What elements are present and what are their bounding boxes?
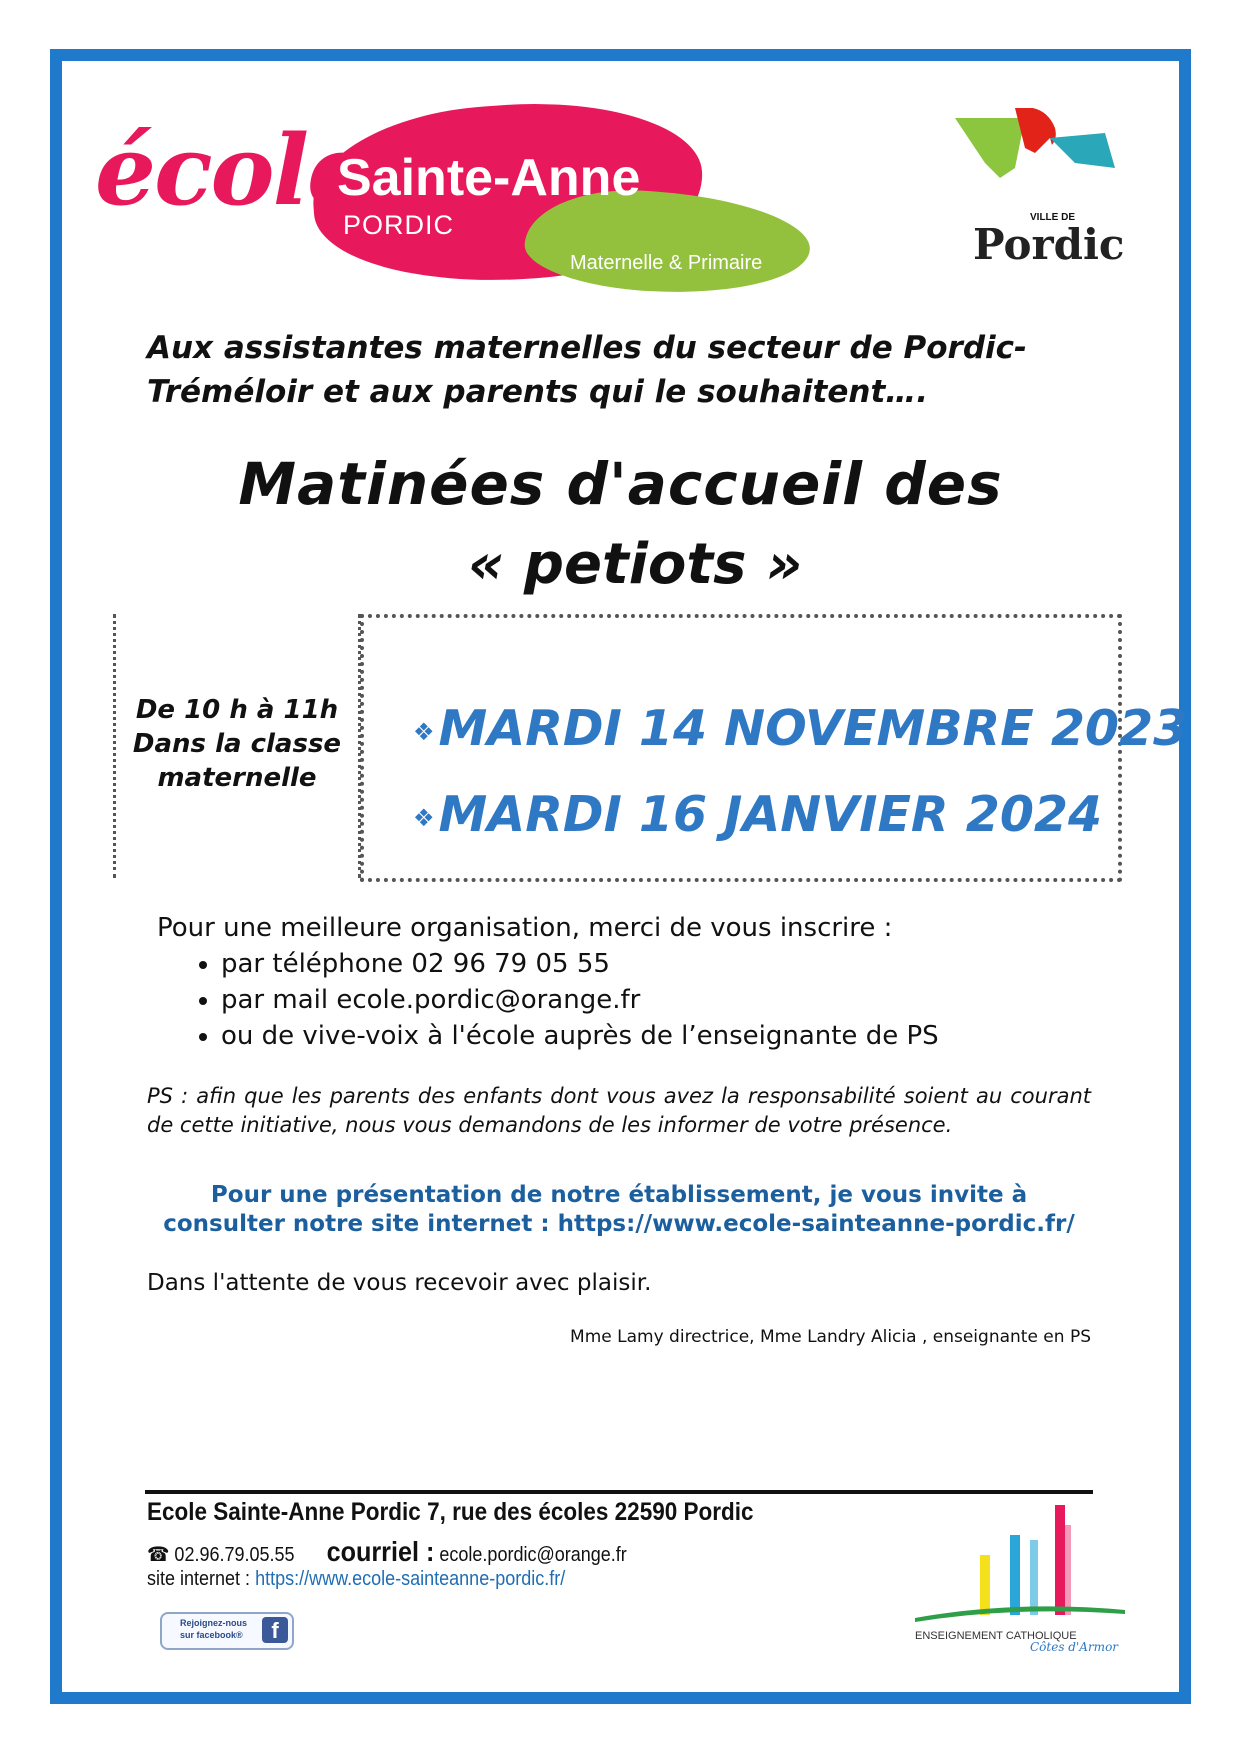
footer-mail-label: courriel : bbox=[326, 1536, 435, 1567]
logo-ecole-text: école bbox=[95, 114, 367, 227]
facebook-line1: Rejoignez-nous bbox=[180, 1618, 247, 1628]
ec-logo-text: ENSEIGNEMENT CATHOLIQUE bbox=[915, 1630, 1077, 1642]
title-line2: « petiots » bbox=[468, 532, 803, 597]
registration-item: • par mail ecole.pordic@orange.fr bbox=[221, 982, 939, 1018]
footer-divider bbox=[145, 1490, 1093, 1494]
date-text: MARDI 16 JANVIER 2024 bbox=[438, 786, 1103, 843]
town-logo-small: VILLE DE bbox=[1030, 212, 1076, 223]
footer-contact bbox=[147, 1536, 627, 1568]
town-logo-name: Pordic bbox=[973, 220, 1125, 269]
logo-town-text: PORDIC bbox=[343, 210, 455, 240]
presentation-text: Pour une présentation de notre établissement, je vous invite à consulter notre site internet : https://www.ecole-sainteanne-pordic.fr/ bbox=[163, 1182, 1075, 1237]
ps-note: PS : afin que les parents des enfants dont vous avez la responsabilité soient au courant de cette initiative, nous vous demandons de les informer de votre présence. bbox=[147, 1084, 1091, 1137]
signature: Mme Lamy directrice, Mme Landry Alicia , enseignante en PS bbox=[570, 1327, 1091, 1347]
footer-site bbox=[147, 1568, 565, 1591]
schedule-time-place bbox=[117, 693, 357, 795]
title-line1: Matinées d'accueil des bbox=[238, 450, 1003, 518]
footer-phone: 02.96.79.05.55 bbox=[174, 1544, 295, 1566]
ec-bars-icon bbox=[905, 1500, 1145, 1630]
facebook-button[interactable] bbox=[160, 1612, 294, 1650]
town-logo bbox=[955, 108, 1135, 269]
registration-list bbox=[157, 946, 939, 1054]
logo-school-name: Sainte-Anne bbox=[337, 149, 641, 207]
registration-item: • ou de vive-voix à l'école auprès de l’enseignante de PS bbox=[221, 1018, 939, 1054]
facebook-text bbox=[180, 1617, 247, 1641]
facebook-icon: f bbox=[262, 1617, 288, 1643]
registration-section bbox=[157, 910, 939, 1054]
date-item bbox=[413, 786, 1102, 843]
date-item bbox=[413, 700, 1187, 757]
footer-mail[interactable]: ecole.pordic@orange.fr bbox=[439, 1544, 627, 1566]
date-text: MARDI 14 NOVEMBRE 2023 bbox=[438, 700, 1188, 757]
phone-icon: ☎ bbox=[147, 1544, 170, 1566]
schedule-time: De 10 h à 11h bbox=[135, 695, 339, 725]
logo-levels-text: Maternelle & Primaire bbox=[570, 252, 763, 274]
footer-site-link[interactable]: https://www.ecole-sainteanne-pordic.fr/ bbox=[255, 1568, 566, 1590]
footer-site-label: site internet : bbox=[147, 1568, 251, 1590]
registration-intro: Pour une meilleure organisation, merci de vous inscrire : bbox=[157, 913, 893, 943]
schedule-place-line2: maternelle bbox=[157, 763, 317, 793]
schedule-place-line1: Dans la classe bbox=[132, 729, 342, 759]
footer-address: Ecole Sainte-Anne Pordic 7, rue des écoles 22590 Pordic bbox=[147, 1498, 754, 1526]
enseignement-catholique-logo bbox=[905, 1500, 1145, 1654]
closing-text: Dans l'attente de vous recevoir avec plaisir. bbox=[147, 1270, 652, 1296]
school-logo bbox=[95, 100, 815, 300]
diamond-bullet-icon: ❖ bbox=[413, 803, 435, 832]
audience-text: Aux assistantes maternelles du secteur de Pordic-Tréméloir et aux parents qui le souhaitent…. bbox=[147, 330, 1027, 410]
facebook-line2: sur facebook® bbox=[180, 1630, 243, 1640]
diamond-bullet-icon: ❖ bbox=[413, 717, 435, 746]
registration-item: • par téléphone 02 96 79 05 55 bbox=[221, 946, 939, 982]
ec-logo-subtext: Côtes d'Armor bbox=[1030, 1640, 1119, 1654]
town-emblem-icon bbox=[955, 108, 1135, 218]
